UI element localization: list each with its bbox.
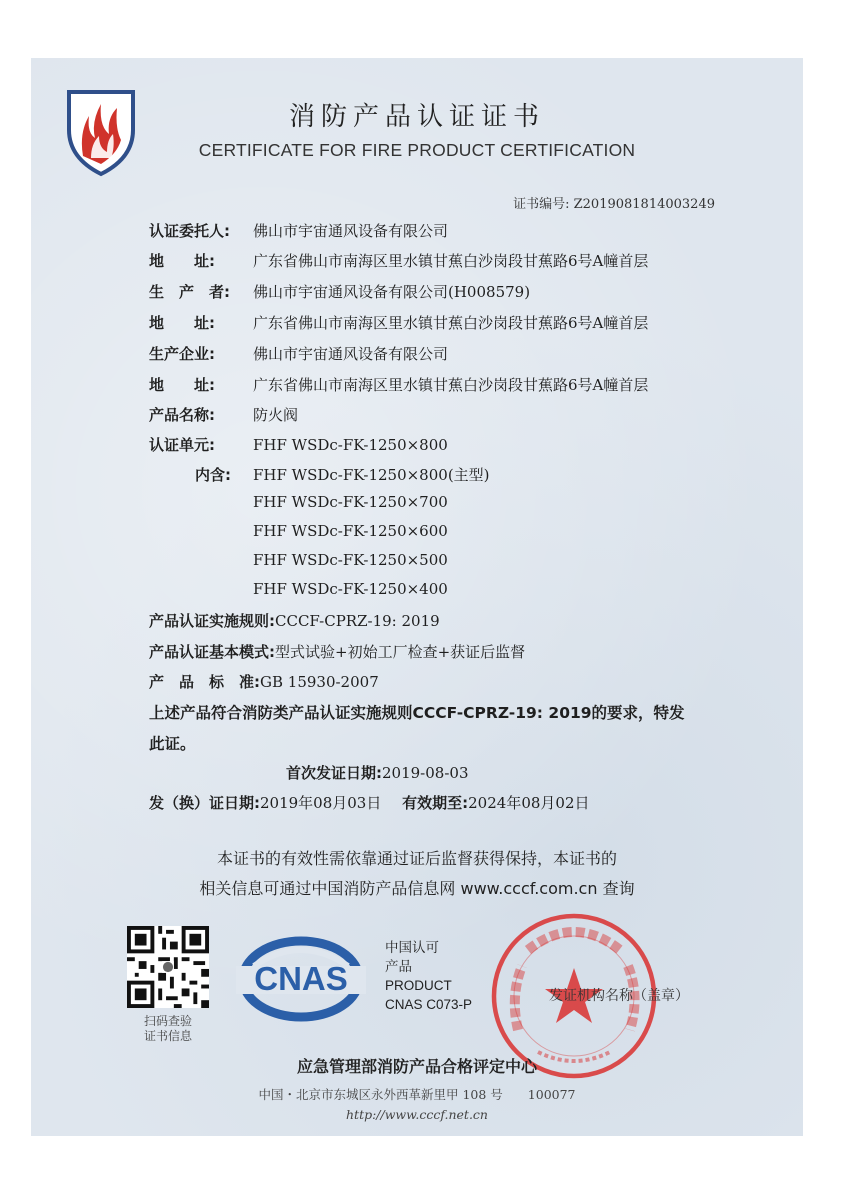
first-issue-label: 首次发证日期: [286, 764, 382, 782]
reissue-label: 发（换）证日期: [149, 794, 260, 812]
model-value: FHF WSDc-FK-1250×600 [253, 522, 448, 540]
standard-value: GB 15930-2007 [260, 673, 379, 691]
model-value: FHF WSDc-FK-1250×400 [253, 580, 448, 598]
qr-code-icon [127, 926, 209, 1008]
producer-label: 生 产 者: [149, 283, 230, 301]
address3-value: 广东省佛山市南海区里水镇甘蕉白沙岗段甘蕉路6号A幢首层 [253, 376, 649, 394]
rule-row [149, 610, 440, 631]
reissue-value: 2019年08月03日 [260, 794, 382, 812]
client-row [149, 220, 448, 241]
address1-value: 广东省佛山市南海区里水镇甘蕉白沙岗段甘蕉路6号A幢首层 [253, 252, 649, 270]
cnas-line4: CNAS C073-P [385, 997, 473, 1012]
issuing-organization: 应急管理部消防产品合格评定中心 [296, 1057, 537, 1076]
cnas-accreditation-text [385, 938, 472, 1014]
model-row [253, 522, 448, 540]
model-value: FHF WSDc-FK-1250×800(主型) [253, 466, 490, 484]
rule-value: CCCF-CPRZ-19: 2019 [275, 612, 440, 630]
model-value: FHF WSDc-FK-1250×700 [253, 493, 448, 511]
unit-label: 认证单元: [149, 436, 215, 454]
client-label: 认证委托人: [149, 222, 230, 240]
rule-label: 产品认证实施规则: [149, 612, 275, 630]
notice-line2: 相关信息可通过中国消防产品信息网 www.cccf.com.cn 查询 [199, 879, 635, 898]
cnas-line3: PRODUCT [385, 978, 452, 993]
certificate-title-cn: 消防产品认证证书 [288, 102, 545, 132]
factory-value: 佛山市宇宙通风设备有限公司 [253, 345, 449, 363]
mode-row [149, 641, 525, 662]
contains-label: 内含: [195, 466, 231, 484]
factory-label: 生产企业: [149, 345, 215, 363]
model-row [253, 551, 448, 569]
producer-value: 佛山市宇宙通风设备有限公司(H008579) [253, 283, 531, 301]
model-row [195, 464, 490, 485]
notice-line1: 本证书的有效性需依靠通过证后监督获得保持，本证书的 [216, 849, 617, 868]
product-row [149, 404, 298, 425]
statement-line2: 此证。 [149, 735, 196, 753]
model-row [253, 493, 448, 511]
cnas-logo [236, 936, 366, 1022]
unit-value: FHF WSDc-FK-1250×800 [253, 436, 448, 454]
address2-row [149, 312, 648, 333]
cnas-line2: 产品 [385, 959, 412, 974]
product-label: 产品名称: [149, 406, 215, 424]
first-issue-value: 2019-08-03 [382, 764, 469, 782]
address2-label: 地 址: [149, 314, 215, 332]
issuer-seal-caption: 发证机构名称（盖章） [549, 988, 689, 1004]
qr-caption-line2: 证书信息 [143, 1029, 192, 1043]
factory-row [149, 343, 448, 364]
qr-caption-line1: 扫码查验 [143, 1014, 192, 1028]
organization-address: 中国・北京市东城区永外西革新里甲 108 号 100077 [258, 1087, 576, 1102]
mode-value: 型式试验+初始工厂检查+获证后监督 [275, 643, 526, 661]
reissue-row [149, 792, 590, 813]
product-value: 防火阀 [253, 406, 299, 424]
mode-label: 产品认证基本模式: [149, 643, 275, 661]
model-row [253, 580, 448, 598]
address3-row [149, 374, 648, 395]
unit-row [149, 434, 448, 455]
qr-caption [127, 1014, 209, 1044]
organization-website: http://www.cccf.net.cn [346, 1107, 488, 1122]
valid-value: 2024年08月02日 [468, 794, 590, 812]
first-issue-row [286, 762, 468, 783]
model-value: FHF WSDc-FK-1250×500 [253, 551, 448, 569]
address1-label: 地 址: [149, 252, 215, 270]
certificate-sheet [31, 58, 803, 1136]
certificate-title-en: CERTIFICATE FOR FIRE PRODUCT CERTIFICATION [198, 140, 636, 160]
statement-line1: 上述产品符合消防类产品认证实施规则CCCF-CPRZ-19: 2019的要求，特发 [149, 704, 685, 722]
address1-row [149, 250, 648, 271]
standard-row [149, 671, 379, 692]
address2-value: 广东省佛山市南海区里水镇甘蕉白沙岗段甘蕉路6号A幢首层 [253, 314, 649, 332]
producer-row [149, 281, 530, 302]
valid-label: 有效期至: [402, 794, 469, 812]
cnas-line1: 中国认可 [385, 940, 439, 955]
cnas-logo-text: CNAS [254, 960, 348, 997]
client-value: 佛山市宇宙通风设备有限公司 [253, 222, 449, 240]
address3-label: 地 址: [149, 376, 215, 394]
certificate-number: 证书编号: Z2019081814003249 [513, 197, 715, 212]
standard-label: 产 品 标 准: [149, 673, 260, 691]
